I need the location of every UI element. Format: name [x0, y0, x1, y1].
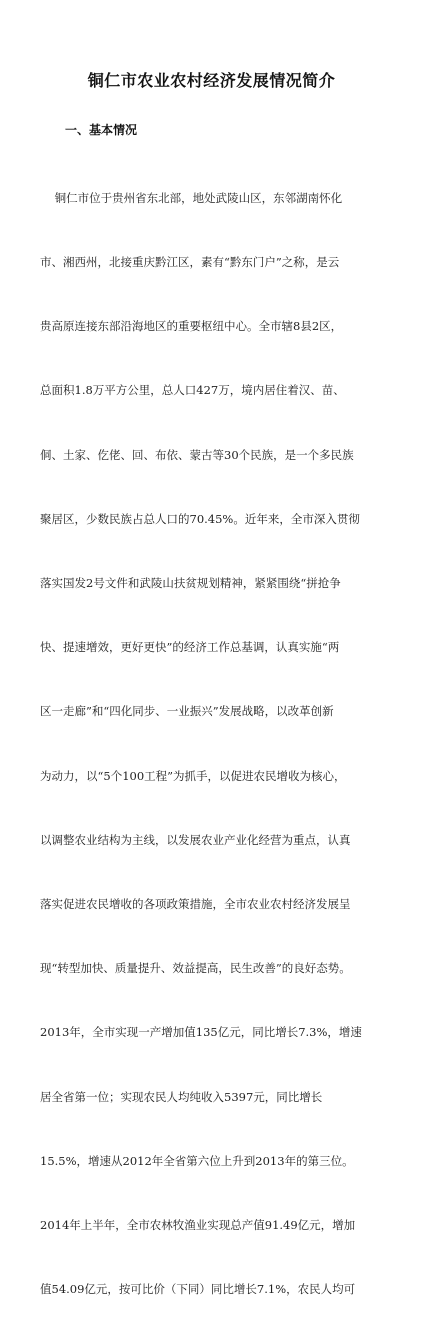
body-line: 2014年上半年，全市农林牧渔业实现总产值91.49亿元，增加 [40, 1218, 356, 1233]
body-line: 快、提速增效，更好更快”的经济工作总基调，认真实施“两 [40, 640, 340, 655]
body-line: 落实国发2号文件和武陵山扶贫规划精神，紧紧围绕“拼抢争 [40, 576, 341, 591]
body-line: 15.5%，增速从2012年全省第六位上升到2013年的第三位。 [40, 1153, 354, 1168]
body-line: 2013年，全市实现一产增加值135亿元，同比增长7.3%，增速 [40, 1025, 362, 1040]
body-line: 值54.09亿元，按可比价（下同）同比增长7.1%，农民人均可 [40, 1282, 356, 1297]
body-line: 市、湘西州，北接重庆黔江区，素有“黔东门户”之称，是云 [40, 255, 340, 270]
body-line: 现“转型加快、质量提升、效益提高，民生改善”的良好态势。 [40, 961, 351, 976]
body-line: 以调整农业结构为主线，以发展农业产业化经营为重点，认真 [40, 832, 351, 847]
body-line: 区一走廊”和“四化同步、一业振兴”发展战略，以改革创新 [40, 704, 334, 719]
body-paragraph [40, 145, 385, 1343]
body-line: 侗、土家、仡佬、回、布依、蒙古等30个民族，是一个多民族 [40, 447, 354, 462]
body-line: 落实促进农民增收的各项政策措施，全市农业农村经济发展呈 [40, 897, 351, 912]
section-heading: 一、基本情况 [65, 123, 138, 137]
body-line: 居全省第一位；实现农民人均纯收入5397元，同比增长 [40, 1089, 323, 1104]
body-line: 聚居区，少数民族占总人口的70.45%。近年来，全市深入贯彻 [40, 511, 360, 526]
body-line: 总面积1.8万平方公里，总人口427万，境内居住着汉、苗、 [40, 383, 345, 398]
body-line: 铜仁市位于贵州省东北部，地处武陵山区，东邻湖南怀化 [40, 190, 343, 205]
body-line: 贵高原连接东部沿海地区的重要枢纽中心。全市辖8县2区， [40, 319, 343, 334]
body-line: 为动力，以“5个100工程”为抓手，以促进农民增收为核心， [40, 768, 346, 783]
document-title: 铜仁市农业农村经济发展情况简介 [87, 71, 336, 90]
